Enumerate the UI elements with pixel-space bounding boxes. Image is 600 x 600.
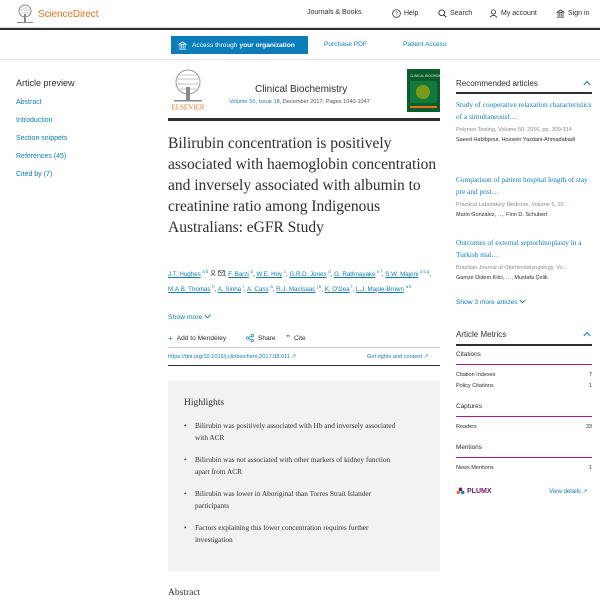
person-icon xyxy=(210,270,216,276)
external-link-icon: ↗ xyxy=(423,354,429,360)
share-button[interactable]: Share xyxy=(246,334,276,342)
journal-divider xyxy=(168,118,440,121)
bullet: • xyxy=(184,421,187,430)
metrics-row: News Mentions 1 xyxy=(456,465,592,471)
view-details-link[interactable]: View details ↗ xyxy=(549,489,588,495)
metrics-section-divider xyxy=(456,416,592,417)
chevron-up-icon[interactable] xyxy=(583,330,591,338)
bullet: • xyxy=(184,455,187,464)
access-through-organization-button[interactable]: Access through your organization xyxy=(171,36,308,54)
brand-name: ScienceDirect xyxy=(38,8,99,20)
bullet: • xyxy=(184,489,187,498)
chevron-up-icon[interactable] xyxy=(583,79,591,87)
recommended-articles-title: Recommended articles xyxy=(456,79,538,88)
institution-icon xyxy=(556,9,565,18)
journal-title-link[interactable]: Clinical Biochemistry xyxy=(255,84,348,95)
search-link[interactable]: Search xyxy=(438,9,472,18)
author-link[interactable]: F. Barzi xyxy=(228,271,249,279)
get-rights-link[interactable]: Get rights and content ↗ xyxy=(367,354,429,360)
sidebar-link-references[interactable]: References (45) xyxy=(16,153,67,160)
journals-books-link[interactable]: Journals & Books xyxy=(307,9,362,16)
elsevier-tree-icon xyxy=(168,69,208,111)
show-more-articles-button[interactable]: Show 3 more articles xyxy=(456,299,526,306)
volume-info: Volume 50, Issue 18, December 2017, Pages 1040-1047 xyxy=(229,99,370,105)
sciencedirect-logo[interactable] xyxy=(15,4,98,24)
institution-icon xyxy=(178,41,187,50)
svg-text:?: ? xyxy=(395,11,398,18)
author-link[interactable]: K. O'Dea xyxy=(324,285,350,293)
external-link-icon: ↗ xyxy=(582,489,588,495)
metrics-section-divider xyxy=(456,457,592,458)
help-link[interactable]: ? Help xyxy=(392,9,418,18)
help-circle-icon xyxy=(392,9,401,18)
highlight-item: • Bilirubin was positively associated with Hb and inversely associated with ACR xyxy=(184,421,396,442)
highlight-item: • Factors explaining this lower concentration requires further investigation xyxy=(184,523,369,544)
author-link[interactable]: A. Cass xyxy=(246,285,269,293)
plumx-flower-icon xyxy=(456,487,465,496)
article-title: Bilirubin concentration is positively associated with haemoglobin concentration and inversely associated with albumin to creatinine ratio among Indigenous Australians: eGFR Study xyxy=(168,135,437,236)
volume-issue-link[interactable]: Volume 50, Issue 18 xyxy=(229,99,280,105)
chevron-down-icon xyxy=(519,299,526,304)
doi-divider xyxy=(168,347,440,348)
elsevier-logo[interactable] xyxy=(168,69,208,111)
elsevier-tree-icon xyxy=(15,4,35,24)
quote-icon: ” xyxy=(286,334,290,343)
highlight-item: • Bilirubin was not associated with other markers of kidney function apart from ACR xyxy=(184,455,391,476)
user-icon xyxy=(489,9,498,18)
author-link[interactable]: W.E. Hoy xyxy=(256,271,283,279)
plumx-logo: PLUMX xyxy=(456,487,492,496)
author-link[interactable]: G.R.D. Jones xyxy=(289,271,327,279)
metrics-section-heading: Mentions xyxy=(456,444,482,451)
recommended-source: Polymer Testing, Volume 50, 2016, pp. 309-314 xyxy=(456,127,572,133)
recommended-article-link[interactable]: Outcomes of external septorhinoplasty in a Turkish mal… xyxy=(456,238,582,259)
metrics-row: Citation Indexes 7 xyxy=(456,372,592,378)
metrics-section-heading: Citations xyxy=(456,351,481,358)
sidebar-link-section-snippets[interactable]: Section snippets xyxy=(16,135,68,142)
metrics-divider xyxy=(456,344,592,346)
doi-bottom-divider xyxy=(168,365,440,366)
patient-access-link[interactable]: Patient Access xyxy=(403,41,447,48)
cite-button[interactable]: ” Cite xyxy=(286,334,306,343)
author-link[interactable]: R.J. MacIsaac xyxy=(276,285,316,293)
author-link[interactable]: A. Sinha xyxy=(217,285,242,293)
abstract-heading: Abstract xyxy=(168,588,201,598)
journal-cover-image[interactable] xyxy=(407,69,450,112)
recommended-article-link[interactable]: Study of cooperative relaxation characteristics of a simultaneousl… xyxy=(456,100,592,121)
chevron-down-icon xyxy=(204,314,211,319)
sidebar-link-abstract[interactable]: Abstract xyxy=(16,99,42,106)
cover-title: CLINICAL BIOCHEMISTRY xyxy=(410,74,450,78)
metrics-row: Readers 33 xyxy=(456,424,592,430)
plus-icon: + xyxy=(168,334,173,343)
author-link[interactable]: G. Rathnayake xyxy=(334,271,376,279)
metrics-row: Policy Citations 1 xyxy=(456,383,592,389)
external-link-icon: ↗ xyxy=(291,354,297,360)
author-link[interactable]: J.T. Hughes xyxy=(168,271,201,279)
sign-in-link[interactable]: Sign in xyxy=(556,9,589,18)
publisher-logo-text: ELSEVIER xyxy=(171,103,205,112)
add-to-mendeley-button[interactable]: + Add to Mendeley xyxy=(168,334,227,343)
recommended-divider xyxy=(456,92,592,94)
bullet: • xyxy=(184,523,187,532)
purchase-pdf-link[interactable]: Purchase PDF xyxy=(324,41,367,48)
metrics-section-heading: Captures xyxy=(456,403,482,410)
author-link[interactable]: M.A.B. Thomas xyxy=(168,285,211,293)
search-icon xyxy=(438,9,447,18)
author-link[interactable]: L.J. Maple-Brown xyxy=(355,285,404,293)
sidebar-link-cited-by[interactable]: Cited by (7) xyxy=(16,171,53,178)
recommended-article-link[interactable]: Comparison of patient hospital length of stay pre and post… xyxy=(456,175,588,196)
doi-link[interactable]: https://doi.org/10.1016/j.clinbiochem.2017.08.011 ↗ xyxy=(168,354,297,360)
recommended-authors: Gamze Didem Kilci, …, Mustafa Çelik xyxy=(456,275,548,281)
highlight-item: • Bilirubin was lower in Aboriginal than Torres Strait Islander participants xyxy=(184,489,372,510)
sidebar-link-introduction[interactable]: Introduction xyxy=(16,117,53,124)
author-link[interactable]: S.W. Majoni xyxy=(385,271,419,279)
share-icon xyxy=(246,334,254,342)
show-more-button[interactable]: Show more xyxy=(168,314,211,321)
recommended-authors: Mario Gonzalez, …, Finn D. Schubert xyxy=(456,212,548,218)
recommended-source: Brazilian Journal of Otorhinolaryngology, Vo… xyxy=(456,265,569,271)
email-icon[interactable] xyxy=(218,270,225,276)
recommended-source: Practical Laboratory Medicine, Volume 5, 20… xyxy=(456,202,570,208)
my-account-link[interactable]: My account xyxy=(489,9,537,18)
highlights-heading: Highlights xyxy=(184,398,225,408)
recommended-authors: Saeed Habibpour, Hossein Yazdani-Ahmadabadi xyxy=(456,137,576,143)
metrics-section-divider xyxy=(456,364,592,365)
article-preview-title: Article preview xyxy=(16,78,75,88)
article-metrics-title: Article Metrics xyxy=(456,330,507,339)
author-list: J.T. Hughes $^{a b}$ , F. Barzi $^d$, W.E. Hoy $^c$, G.R.D. Jones $^d$, G. Rathnayake $^{e f}$, S.W. Majoni $^{a b g}$, M.A.B. Thomas $^h$, A. Sinha $^i$, A. Cass $^a$, R.J. MacIsaac $^{j k}$, K. O'Dea $^l$, L.J. Maple-Brown $^{a b}$ xyxy=(168,269,432,293)
